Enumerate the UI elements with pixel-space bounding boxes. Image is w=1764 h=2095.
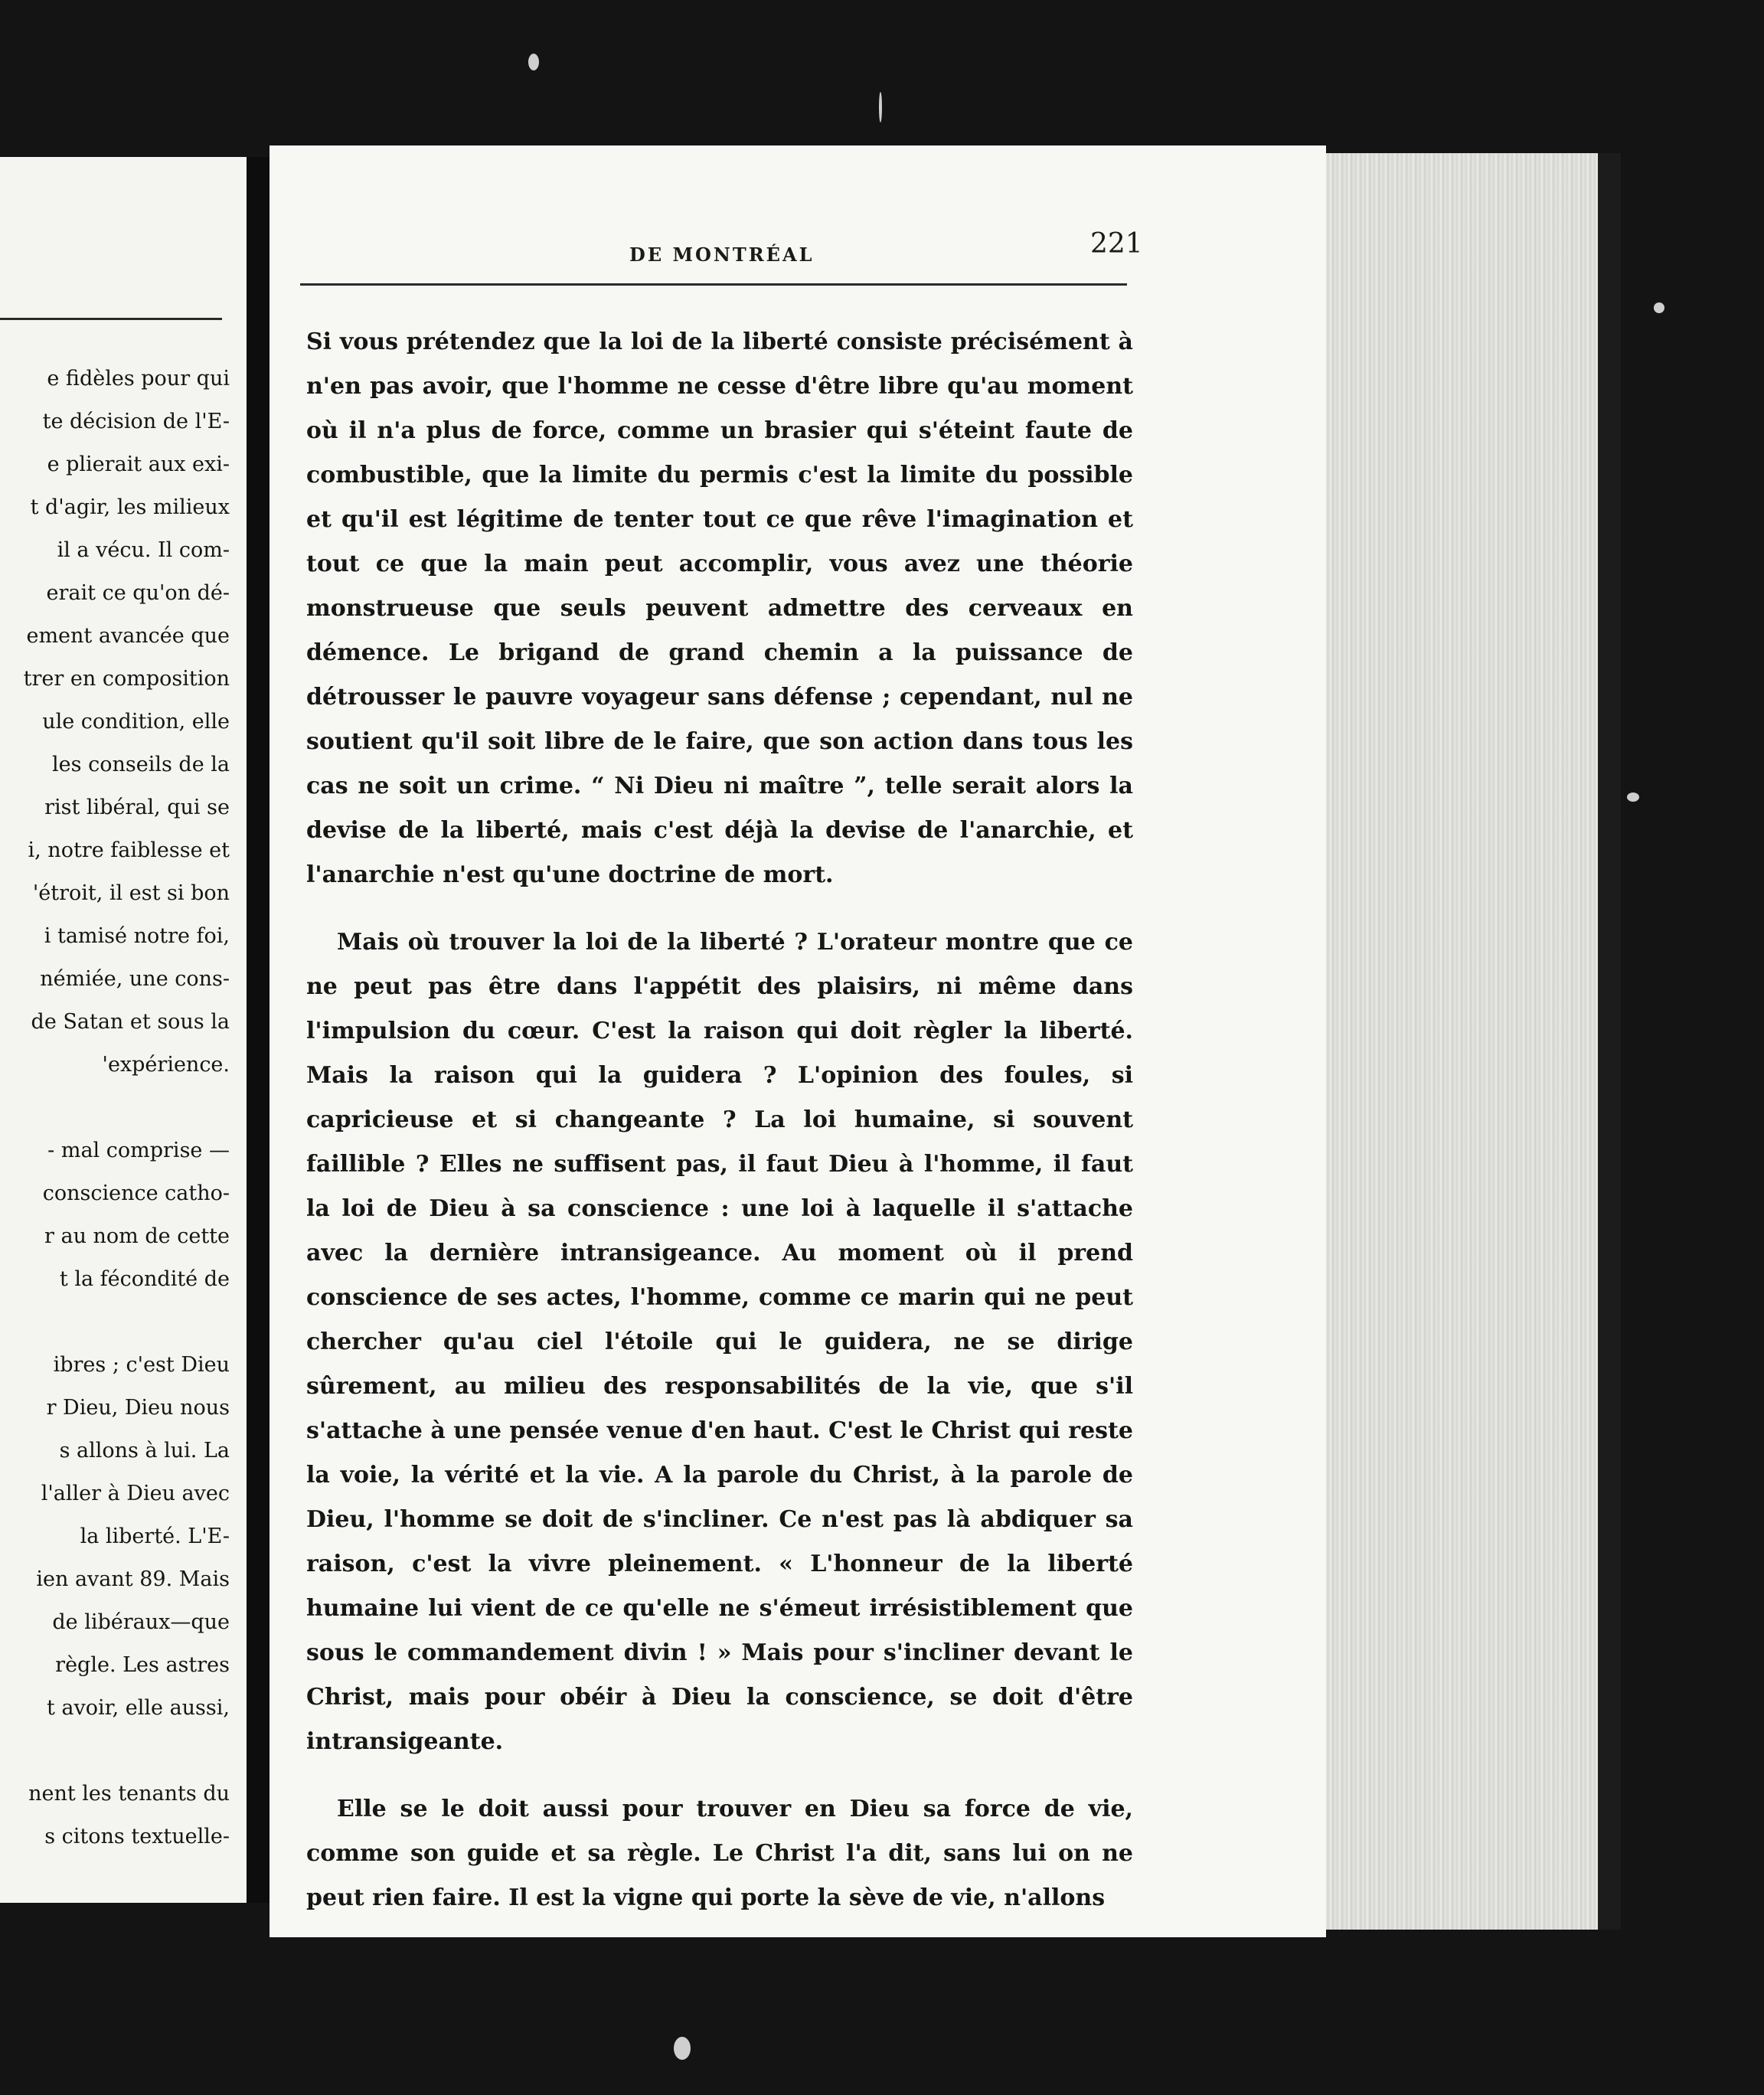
left-page-line: i tamisé notre foi, [44, 924, 230, 948]
left-page-line: 'étroit, il est si bon [32, 881, 230, 905]
dust-speck [674, 2037, 691, 2060]
left-page-line: e fidèles pour qui [47, 367, 230, 391]
left-page-line: ien avant 89. Mais [36, 1567, 230, 1591]
left-page-line: i, notre faiblesse et [28, 838, 230, 862]
running-head: DE MONTRÉAL [629, 243, 815, 266]
left-page-line: t avoir, elle aussi, [46, 1696, 230, 1720]
left-page-line: règle. Les astres [55, 1653, 230, 1677]
left-page-line [24, 1087, 230, 1129]
dust-speck [1627, 793, 1639, 802]
left-page-line: la liberté. L'E- [80, 1525, 230, 1548]
dust-speck [528, 54, 539, 70]
left-page-line: e plierait aux exi- [47, 453, 230, 476]
page-block-edges [1326, 153, 1598, 1930]
dust-speck [1654, 302, 1664, 313]
left-page-line: r au nom de cette [44, 1224, 230, 1248]
left-page-line: r Dieu, Dieu nous [46, 1396, 230, 1420]
left-page [0, 157, 247, 1903]
left-page-line: te décision de l'E- [42, 410, 230, 433]
left-page-line: rist libéral, qui se [44, 796, 230, 819]
right-page [270, 145, 1326, 1937]
left-page-line: némiée, une cons- [40, 967, 230, 991]
left-page-line: l'aller à Dieu avec [41, 1482, 230, 1505]
left-page-line: les conseils de la [52, 753, 230, 776]
left-page-line: t d'agir, les milieux [30, 495, 230, 519]
page-number: 221 [1090, 228, 1143, 260]
paragraph-1: Si vous prétendez que la loi de la liberté consiste précisément à n'en pas avoir, que l'homme ne cesse d'être libre qu'au moment où il n'a plus de force, comme un brasier qui s'éteint faute de combustible, que la limite du permis c'est la limite du possible et qu'il est légitime de tenter tout ce que rêve l'imagination et tout ce que la main peut accomplir, vous avez une théorie monstrueuse que seuls peuvent admettre des cerveaux en démence. Le brigand de grand chemin a la puissance de détrousser le pauvre voyageur sans défense ; cependant, nul ne soutient qu'il soit libre de le faire, que son action dans tous les cas ne soit un crime. “ Ni Dieu ni maître ”, telle serait alors la devise de la liberté, mais c'est déjà la devise de l'anarchie, et l'anarchie n'est qu'une doctrine de mort. [306, 328, 1133, 888]
left-page-line: 'expérience. [102, 1053, 230, 1077]
dust-speck [879, 92, 882, 123]
paragraph-2: Mais où trouver la loi de la liberté ? L'orateur montre que ce ne peut pas être dans l'appétit des plaisirs, ni même dans l'impulsion du cœur. C'est la raison qui doit règler la liberté. Mais la raison qui la guidera ? L'opinion des foules, si capricieuse et si changeante ? La loi humaine, si souvent faillible ? Elles ne suffisent pas, il faut Dieu à l'homme, il faut la loi de Dieu à sa conscience : une loi à laquelle il s'attache avec la dernière intransigeance. Au moment où il prend conscience de ses actes, l'homme, comme ce marin qui ne peut chercher qu'au ciel l'étoile qui le guidera, ne se dirige sûrement, au milieu des responsabilités de la vie, que s'il s'attache à une pensée venue d'en haut. C'est le Christ qui reste la voie, la vérité et la vie. A la parole du Christ, à la parole de Dieu, l'homme se doit de s'incliner. Ce n'est pas là abdiquer sa raison, c'est la vivre pleinement. « L'honneur de la liberté humaine lui vient de ce qu'elle ne s'émeut irrésistiblement que sous le commandement divin ! » Mais pour s'incliner devant le Christ, mais pour obéir à Dieu la conscience, se doit d'être intransigeante. [306, 929, 1133, 1755]
left-page-line: il a vécu. Il com- [57, 538, 230, 562]
left-page-line: de Satan et sous la [31, 1010, 230, 1034]
left-page-head-rule [0, 318, 222, 320]
book-gutter [247, 157, 270, 1903]
left-page-line: erait ce qu'on dé- [46, 581, 230, 605]
left-page-line: ement avancée que [26, 624, 230, 648]
paragraph-3: Elle se le doit aussi pour trouver en Dieu sa force de vie, comme son guide et sa règle. Le Christ l'a dit, sans lui on ne peut rien faire. Il est la vigne qui porte la sève de vie, n'allons [306, 1796, 1133, 1911]
left-page-line: de libéraux—que [52, 1610, 230, 1634]
left-page-line: ule condition, elle [42, 710, 230, 734]
left-page-line: nent les tenants du [28, 1782, 230, 1806]
left-page-text [24, 358, 230, 1858]
left-page-line: conscience catho- [42, 1182, 230, 1205]
left-page-line: t la fécondité de [59, 1267, 230, 1291]
left-page-line: ibres ; c'est Dieu [53, 1353, 230, 1377]
left-page-line: - mal comprise — [47, 1139, 230, 1162]
page-block-shadow [1598, 153, 1621, 1930]
head-rule [300, 283, 1127, 286]
left-page-line: s citons textuelle- [44, 1825, 230, 1848]
left-page-line: trer en composition [23, 667, 230, 691]
left-page-line [24, 1301, 230, 1344]
left-page-line: s allons à lui. La [59, 1439, 230, 1463]
left-page-line [24, 1730, 230, 1773]
body-text [306, 320, 1133, 1937]
